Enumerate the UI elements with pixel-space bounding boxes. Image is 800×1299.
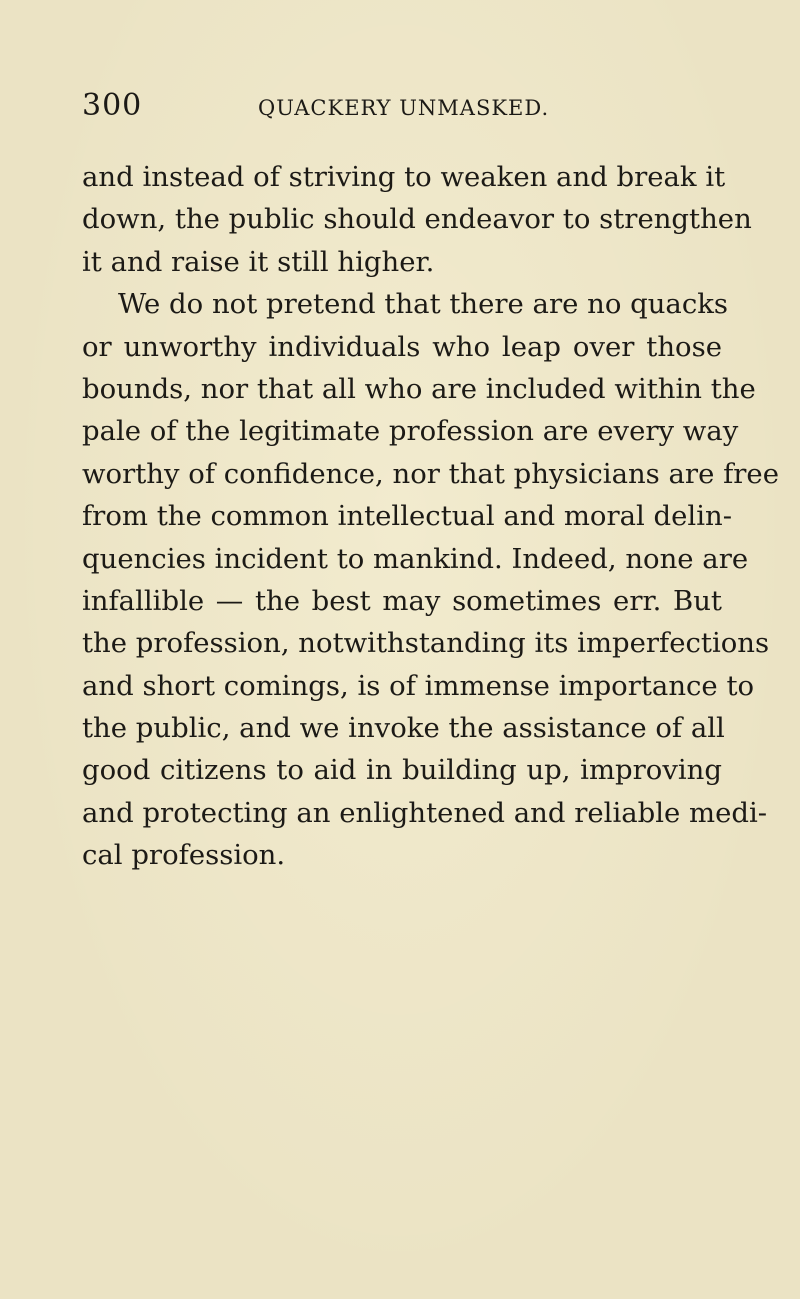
text-line: worthy of confidence, nor that physicians are free: [82, 457, 779, 490]
text-line: the profession, notwithstanding its imperfections: [82, 627, 770, 660]
text-line: or unworthy individuals who leap over those: [82, 330, 722, 363]
text-line: cal profession.: [82, 839, 286, 872]
text-line: bounds, nor that all who are included within the: [82, 372, 756, 405]
text-line: and short comings, is of immense importance to: [82, 669, 755, 702]
text-line: pale of the legitimate profession are every way: [82, 415, 739, 448]
running-head: [82, 88, 712, 128]
text-line: infallible — the best may sometimes err. But: [82, 584, 722, 617]
running-title: QUACKERY UNMASKED.: [258, 96, 550, 120]
text-line: quencies incident to mankind. Indeed, none are: [82, 542, 749, 575]
text-line: down, the public should endeavor to strengthen: [82, 203, 752, 236]
text-line: and instead of striving to weaken and break it: [82, 161, 726, 193]
text-line: the public, and we invoke the assistance of all: [82, 712, 725, 745]
text-line: from the common intellectual and moral delin-: [82, 500, 733, 533]
text-line: it and raise it still higher.: [82, 245, 435, 278]
text-line: and protecting an enlightened and reliable medi-: [82, 796, 768, 829]
page-number: 300: [82, 88, 143, 123]
text-line: We do not pretend that there are no quacks: [118, 288, 729, 321]
text-line: good citizens to aid in building up, improving: [82, 754, 722, 787]
body-text: [82, 156, 779, 877]
